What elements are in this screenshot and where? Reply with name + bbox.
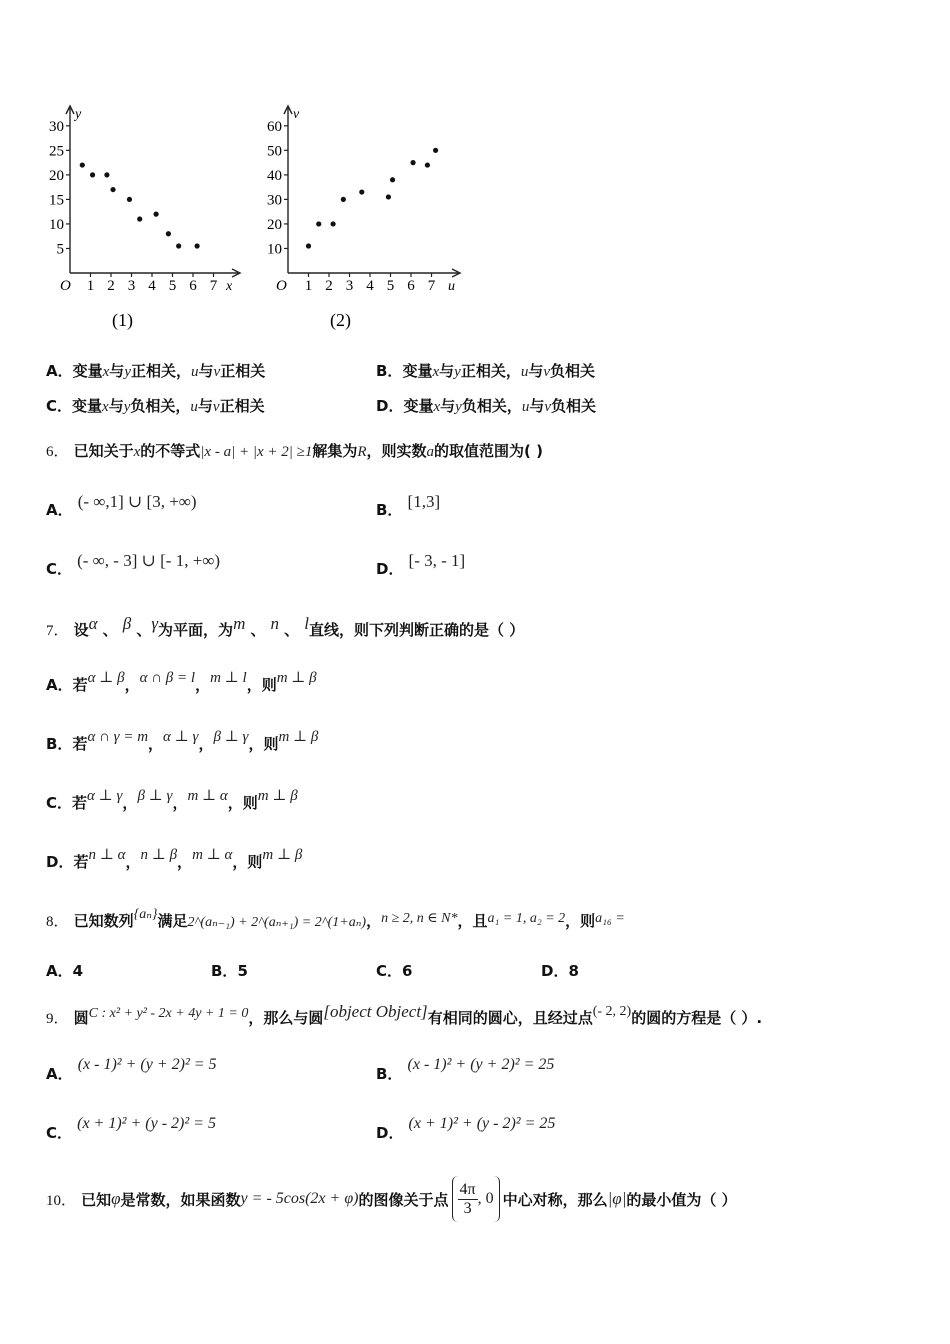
- question-6-stem: 6． 已知关于x的不等式|x - a| + |x + 2| ≥1解集为R，则实数a的取值范围为( ): [46, 442, 543, 460]
- data-point: [154, 212, 159, 217]
- x-tick-label: 4: [148, 278, 156, 294]
- center-point: 4π 3 , 0: [452, 1176, 500, 1222]
- y-axis-label: y: [75, 107, 82, 122]
- y-tick-label: 15: [49, 192, 64, 209]
- data-point: [306, 243, 311, 248]
- q6-option-c[interactable]: C． (- ∞, - 3] ∪ [- 1, +∞): [46, 551, 221, 578]
- data-point: [390, 177, 395, 182]
- q9-option-d[interactable]: D． (x + 1)² + (y - 2)² = 25: [376, 1115, 556, 1142]
- data-point: [127, 197, 132, 202]
- x-tick-label: 2: [325, 278, 333, 294]
- y-tick-label: 10: [267, 241, 282, 258]
- y-tick-label: 20: [267, 216, 282, 233]
- q7-option-a[interactable]: A．若α ⊥ β，α ∩ β = l，m ⊥ l，则m ⊥ β: [46, 670, 317, 694]
- x-tick-label: 7: [209, 278, 218, 294]
- y-tick-label: 50: [267, 143, 282, 160]
- v-axis-label: v: [293, 107, 300, 122]
- u-axis-label: u: [448, 279, 455, 294]
- x-tick-label: 2: [107, 278, 115, 294]
- data-point: [316, 221, 321, 226]
- y-tick-label: 20: [49, 167, 64, 184]
- q7-option-c[interactable]: C．若α ⊥ γ，β ⊥ γ，m ⊥ α，则m ⊥ β: [46, 788, 298, 812]
- data-point: [137, 216, 142, 221]
- q5-option-a[interactable]: A．变量x与y正相关，u与v正相关: [46, 362, 266, 380]
- data-point: [176, 243, 181, 248]
- data-point: [433, 148, 438, 153]
- data-point: [359, 189, 364, 194]
- question-9-stem: 9． 圆C : x² + y² - 2x + 4y + 1 = 0，那么与圆[object Object]有相同的圆心，且经过点(- 2, 2)的圆的方程是（ ）.: [46, 1002, 763, 1027]
- y-tick-label: 60: [267, 118, 282, 135]
- data-point: [166, 231, 171, 236]
- question-10-stem: 10． 已知 φ 是常数，如果函数 y = - 5cos(2x + φ) 的图像关于点 4π 3 , 0 中心对称，那么 |φ| 的最小值为（ ）: [46, 1174, 737, 1224]
- x-tick-label: 7: [427, 278, 436, 294]
- data-point: [90, 172, 95, 177]
- x-tick-label: 1: [304, 278, 313, 294]
- y-tick-label: 30: [267, 192, 282, 209]
- y-tick-label: 5: [56, 241, 64, 258]
- x-tick-label: 4: [366, 278, 374, 294]
- q5-option-b[interactable]: B．变量x与y正相关，u与v负相关: [376, 362, 596, 380]
- y-tick-label: 30: [49, 118, 64, 135]
- scatter-figure-2: [258, 98, 473, 338]
- data-point: [80, 162, 85, 167]
- data-point: [410, 160, 415, 165]
- x-axis-label: x: [226, 279, 233, 294]
- q7-option-d[interactable]: D．若n ⊥ α，n ⊥ β，m ⊥ α，则m ⊥ β: [46, 847, 303, 871]
- q8-option-a[interactable]: A．4: [46, 962, 84, 980]
- scatter-figure-1: [40, 98, 250, 338]
- q5-option-c[interactable]: C．变量x与y负相关，u与v正相关: [46, 397, 265, 415]
- q8-option-b[interactable]: B．5: [211, 962, 248, 980]
- figure-caption: (2): [330, 310, 351, 330]
- q9-option-c[interactable]: C． (x + 1)² + (y - 2)² = 5: [46, 1115, 216, 1142]
- q9-option-b[interactable]: B． (x - 1)² + (y + 2)² = 25: [376, 1056, 555, 1083]
- fraction: 4π 3: [459, 1180, 476, 1217]
- data-point: [195, 243, 200, 248]
- y-tick-label: 25: [49, 143, 64, 160]
- x-tick-label: 3: [127, 278, 136, 294]
- q6-option-b[interactable]: B． [1,3]: [376, 492, 441, 519]
- x-tick-label: 3: [345, 278, 354, 294]
- data-point: [425, 162, 430, 167]
- data-point: [110, 187, 115, 192]
- x-tick-label: 1: [86, 278, 95, 294]
- q5-option-d[interactable]: D．变量x与y负相关，u与v负相关: [376, 397, 597, 415]
- q7-option-b[interactable]: B．若α ∩ γ = m，α ⊥ γ，β ⊥ γ，则m ⊥ β: [46, 729, 319, 753]
- y-tick-label: 10: [49, 216, 64, 233]
- origin-label: O: [276, 278, 287, 294]
- x-tick-label: 5: [168, 278, 177, 294]
- data-point: [386, 194, 391, 199]
- data-point: [331, 221, 336, 226]
- y-tick-label: 40: [267, 167, 282, 184]
- x-tick-label: 6: [189, 278, 197, 294]
- origin-label: O: [60, 278, 71, 294]
- x-tick-label: 6: [407, 278, 415, 294]
- q8-option-d[interactable]: D．8: [541, 962, 579, 980]
- question-7-stem: 7． 设α 、 β 、γ为平面，为m 、 n 、 l直线，则下列判断正确的是（ ）: [46, 614, 525, 639]
- q6-option-a[interactable]: A． (- ∞,1] ∪ [3, +∞): [46, 492, 197, 519]
- data-point: [341, 197, 346, 202]
- q6-option-d[interactable]: D． [- 3, - 1]: [376, 551, 466, 578]
- q9-option-a[interactable]: A． (x - 1)² + (y + 2)² = 5: [46, 1056, 217, 1083]
- question-8-stem: 8． 已知数列{aₙ}满足2^(aₙ₋₁) + 2^(aₙ₊₁) = 2^(1+aₙ)，n ≥ 2, n ∈ N*，且a₁ = 1, a₂ = 2，则a₁₆ =: [46, 907, 625, 930]
- x-tick-label: 5: [386, 278, 395, 294]
- q8-option-c[interactable]: C．6: [376, 962, 413, 980]
- data-point: [104, 172, 109, 177]
- figure-caption: (1): [112, 310, 133, 330]
